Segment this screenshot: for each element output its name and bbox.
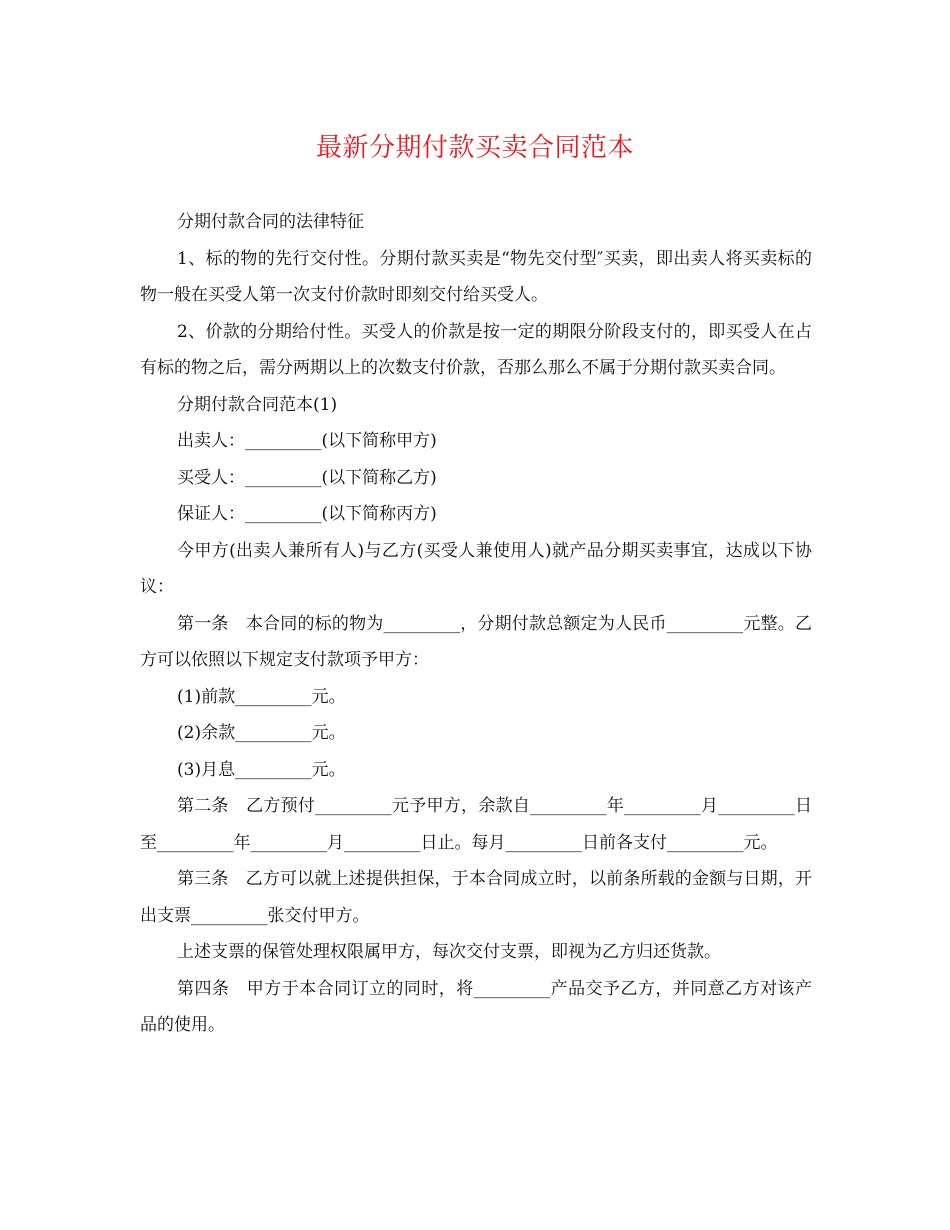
party-guarantor-line: 保证人：_________(以下简称丙方) [177, 504, 437, 524]
paragraph-installment-payment: 2、价款的分期给付性。买受人的价款是按一定的期限分阶段支付的，即买受人在占有标的物之后，需分两期以上的次数支付价款，否那么那么不属于分期付款买卖合同。 [140, 321, 812, 378]
article-3: 第三条 乙方可以就上述提供担保，于本合同成立时，以前条所载的金额与日期，开出支票_________张交付甲方。 [140, 869, 812, 926]
cheque-custody-paragraph: 上述支票的保管处理权限属甲方，每次交付支票，即视为乙方归还货款。 [177, 942, 721, 962]
payment-item-3: (3)月息_________元。 [177, 759, 346, 780]
paragraph-delivery-first: 1、标的物的先行交付性。分期付款买卖是“物先交付型″买卖，即出卖人将买卖标的物一般在买受人第一次支付价款时即刻交付给买受人。 [140, 248, 812, 305]
section-heading-legal-features: 分期付款合同的法律特征 [177, 212, 364, 232]
party-buyer-line: 买受人：_________(以下简称乙方) [177, 467, 437, 488]
article-1: 第一条 本合同的标的物为_________，分期付款总额定为人民币_________元整。乙方可以依照以下规定支付款项予甲方： [140, 613, 812, 670]
party-seller-line: 出卖人：_________(以下简称甲方) [177, 431, 437, 451]
payment-item-2: (2)余款_________元。 [177, 723, 346, 743]
agreement-intro: 今甲方(出卖人兼所有人)与乙方(买受人兼使用人)就产品分期买卖事宜，达成以下协议： [140, 540, 812, 597]
payment-item-1: (1)前款_________元。 [177, 686, 346, 707]
page-title: 最新分期付款买卖合同范本 [315, 133, 634, 163]
document-body [140, 204, 812, 1044]
section-heading-template: 分期付款合同范本(1) [177, 394, 338, 415]
article-2: 第二条 乙方预付_________元予甲方，余款自_________年_________月_________日至_________年_________月_________日止。每月_________日前各支付_________元。 [140, 796, 812, 853]
article-4: 第四条 甲方于本合同订立的同时，将_________产品交予乙方，并同意乙方对该产品的使用。 [140, 978, 812, 1035]
